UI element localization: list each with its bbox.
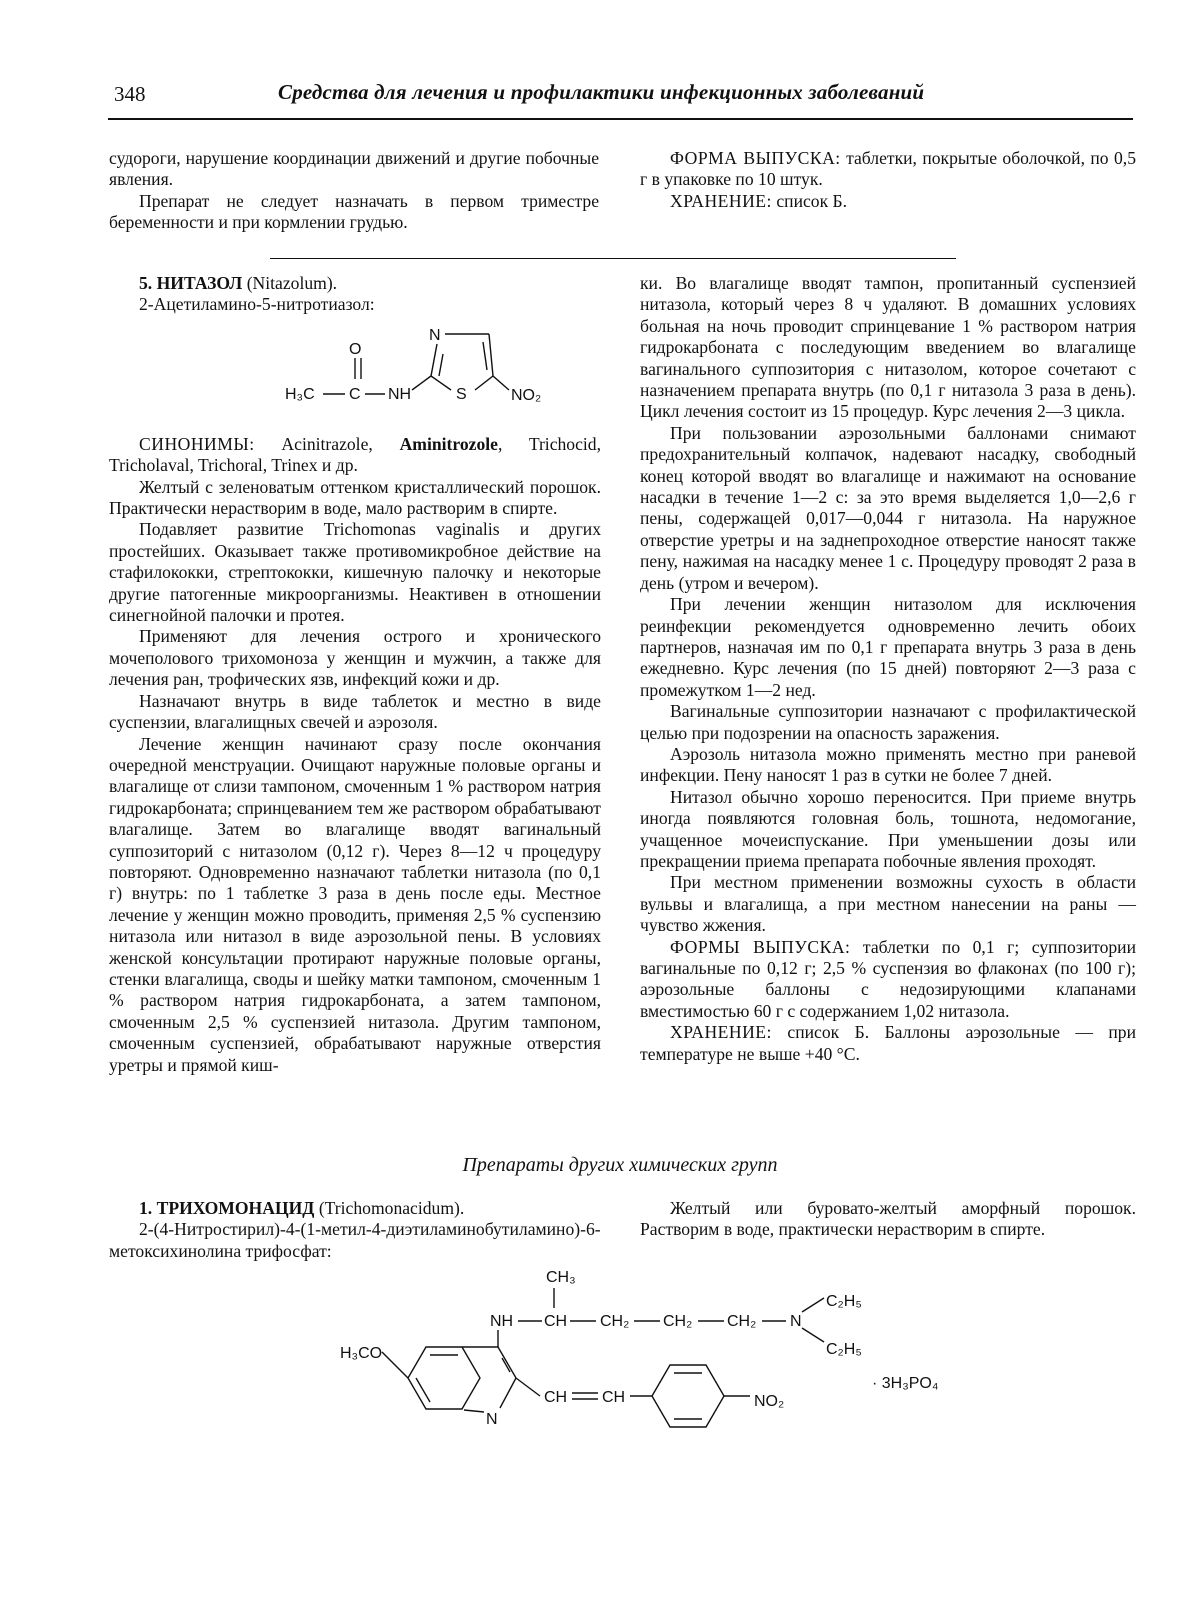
release-forms: ФОРМЫ ВЫПУСКА: таблетки по 0,1 г; суппозитории вагинальные по 0,12 г; 2,5 % суспензия во флаконах (по 100 г); аэрозольные баллоны с недозирующими клапанами вместимостью 60 г с содержанием 1,02 нитазола. [640,936,1137,1021]
nh-label: NH [388,385,412,403]
header-rule [108,118,1133,120]
paragraph: ки. Во влагалище вводят тампон, пропитанный суспензией нитазола, который через 8 ч удаляют. В домашних условиях больная на ночь проводит спринцевание 1 % раствором натрия гидрокарбоната с последующим введением во влагалище вагинального суппозитория с нитазолом, которое сочетают с назначением препарата внутрь (по 0,1 г нитазола 3 раза в день). Цикл лечения состоит из 15 процедур. Курс лечения 2—3 цикла. [640,273,1136,422]
ethyl-label-2: C₂H₅ [826,1341,862,1358]
methyl-label: CH₃ [546,1269,576,1286]
nitazol-structure-formula [109,316,601,434]
oxygen-label: O [349,340,362,358]
paragraph: При лечении женщин нитазолом для исключения реинфекции рекомендуется одновременно лечить обоих партнеров, назначая им по 0,1 г препарата внутрь 3 раза в день ежедневно. Курс лечения (по 15 дней) повторяют 2—3 раза с промежутком 1—2 нед. [640,594,1136,700]
sulfur-label: S [456,385,467,403]
amine-label: NH [490,1313,514,1330]
running-title: Средства для лечения и профилактики инфекционных заболеваний [278,80,925,104]
phenyl-nitro-label: NO₂ [754,1393,785,1410]
paragraph: Препарат не следует назначать в первом триместре беременности и при кормлении грудью. [109,190,599,233]
drug-heading: 1. ТРИХОМОНАЦИД (Trichomonacidum). [139,1198,465,1218]
trichomonacid-left [109,1198,601,1262]
top-right-column [640,148,1136,212]
methylene-label-1: CH₂ [600,1313,630,1330]
nitazol-left-column [109,273,601,1076]
paragraph: Нитазол обычно хорошо переносится. При приеме внутрь иногда появляются головная боль, тошнота, недомогание, учащенное мочеиспускание. При уменьшении дозы или прекращении приема препарата побочные явления проходят. [640,786,1136,871]
nitazol-right-column [640,273,1136,1065]
methine-label: CH [544,1313,568,1330]
drug-heading: 5. НИТАЗОЛ (Nitazolum). [139,273,338,293]
paragraph: Вагинальные суппозитории назначают с профилактической целью при подозрении на опасность заражения. [640,701,1136,743]
release-form: ФОРМА ВЫПУСКА: таблетки, покрытые оболочкой, по 0,5 г в упаковке по 10 штук. [640,148,1136,190]
paragraph: Аэрозоль нитазола можно применять местно при раневой инфекции. Пену наносят 1 раз в сутки не более 7 дней. [640,743,1136,786]
methylene-label-3: CH₂ [727,1313,757,1330]
nitro-label: NO₂ [511,386,542,404]
chemical-name: 2-(4-Нитростирил)-4-(1-метил-4-диэтиламинобутиламино)-6-метоксихинолина трифосфат: [109,1219,601,1261]
paragraph: Желтый с зеленоватым оттенком кристаллический порошок. Практически нерастворим в воде, мало растворим в спирте. [109,476,601,519]
carbon-label: C [349,385,361,403]
trichomonacid-structure-formula [330,1262,970,1452]
synonyms: СИНОНИМЫ: Acinitrazole, Aminitrozole, Trichocid, Tricholaval, Trichoral, Trinex и др. [109,433,601,476]
paragraph: При пользовании аэрозольными баллонами снимают предохранительный колпачок, надевают насадку, свободный конец которой вводят во влагалище и нажимают на основание насадки в течение 1—2 с: за это время выделяется 1,0—2,6 г пены, содержащей 0,017—0,044 г нитазола. На наружное отверстие уретры и на заднепроходное отверстие наносят также пену, нажимая на насадку менее 1 с. Процедуру проводят 2 раза в день (утром и вечером). [640,422,1136,593]
top-left-column [109,148,599,234]
phosphate-salt-label: · 3H₃PO₄ [872,1375,939,1392]
vinyl-ch-label-1: CH [544,1389,568,1406]
h3c-label: H₃C [285,385,315,403]
chemical-name: 2-Ацетиламино-5-нитротиазол: [139,294,375,315]
paragraph: судороги, нарушение координации движений и другие побочные явления. [109,148,599,190]
storage: ХРАНЕНИЕ: список Б. Баллоны аэрозольные — при температуре не выше +40 °С. [640,1022,1136,1064]
methoxy-label: H₃CO [340,1345,383,1362]
paragraph: Подавляет развитие Trichomonas vaginalis и других простейших. Оказывает также противомикробное действие на стафилококки, стрептококки, кишечную палочку и некоторые другие патогенные микроорганизмы. Неактивен в отношении синегнойной палочки и протея. [109,519,601,626]
section-heading: Препараты других химических групп [462,1154,778,1176]
quinoline-nitrogen-label: N [486,1411,498,1428]
methylene-label-2: CH₂ [663,1313,693,1330]
ring-nitrogen-label: N [429,326,441,344]
paragraph: Желтый или буровато-желтый аморфный порошок. Растворим в воде, практически нерастворим в спирте. [640,1198,1136,1240]
ethyl-label-1: C₂H₅ [826,1293,862,1310]
page-number: 348 [114,82,146,106]
section-separator [270,258,956,259]
paragraph: При местном применении возможны сухость в области вульвы и влагалища, а при местном нанесении на раны — чувство жжения. [640,872,1136,936]
paragraph: Применяют для лечения острого и хронического мочеполового трихомоноза у женщин и мужчин, а также для лечения ран, трофических язв, инфекций кожи и др. [109,626,601,690]
storage: ХРАНЕНИЕ: список Б. [670,190,848,211]
tertiary-nitrogen-label: N [790,1313,802,1330]
paragraph: Лечение женщин начинают сразу после окончания очередной менструации. Очищают наружные половые органы и влагалище от слизи тампоном, смоченным 1 % раствором натрия гидрокарбоната; спринцеванием тем же раствором обрабатывают влагалище. Затем во влагалище вводят вагинальный суппозиторий с нитазолом (0,12 г). Через 8—12 ч процедуру повторяют. Одновременно назначают таблетки нитазола (по 0,1 г) внутрь: по 1 таблетке 3 раза в день после еды. Местное лечение у женщин можно проводить, применяя 2,5 % суспензию нитазола или нитазол в виде аэрозольной пены. В условиях женской консультации протирают наружные половые органы, стенки влагалища, своды и шейку матки тампоном, смоченным 1 % раствором натрия гидрокарбоната, а затем тампоном, смоченным 2,5 % суспензией нитазола. Другим тампоном, смоченным суспензией, обрабатывают наружные отверстия уретры и прямой киш- [109,733,601,1075]
paragraph: Назначают внутрь в виде таблеток и местно в виде суспензии, влагалищных свечей и аэрозоля. [109,690,601,733]
trichomonacid-right [640,1198,1136,1241]
vinyl-ch-label-2: CH [602,1389,626,1406]
